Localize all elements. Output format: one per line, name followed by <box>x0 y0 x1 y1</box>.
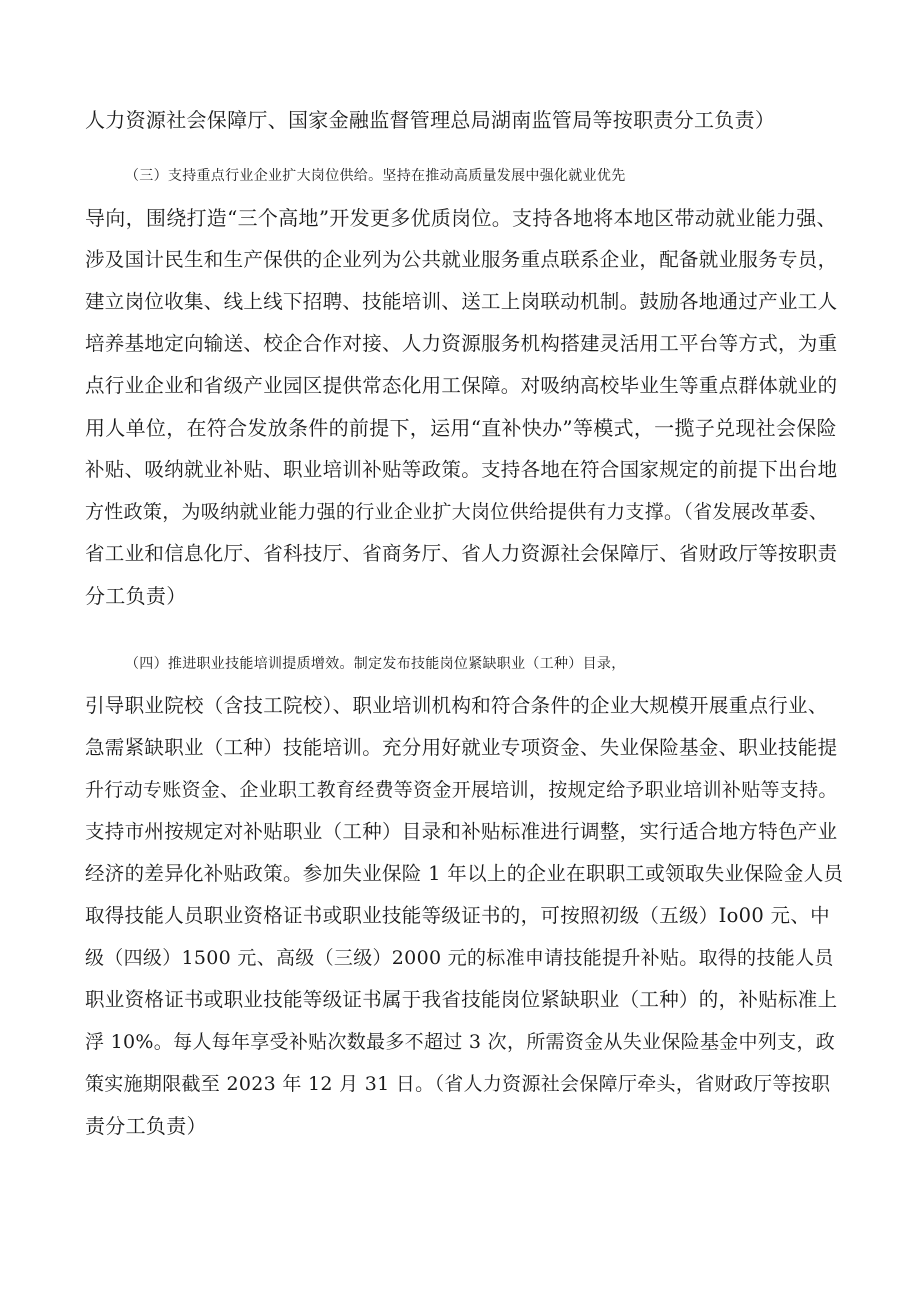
text-line: 升行动专账资金、企业职工教育经费等资金开展培训，按规定给予职业培训补贴等支持。 <box>85 779 838 801</box>
text-line: 分工负责） <box>85 584 187 608</box>
text-line: 方性政策，为吸纳就业能力强的行业企业扩大岗位供给提供有力支撑。（省发展改革委、 <box>85 501 829 523</box>
text-line: 人力资源社会保障厅、国家金融监督管理总局湖南监管局等按职责分工负责） <box>85 108 776 132</box>
text-line: 支持市州按规定对补贴职业（工种）目录和补贴标准进行调整，实行适合地方特色产业 <box>85 820 838 843</box>
text-line: 职业资格证书或职业技能等级证书属于我省技能岗位紧缺职业（工种）的，补贴标准上 <box>85 988 838 1011</box>
text-line: 用人单位，在符合发放条件的前提下，运用“直补快办”等模式，一揽子兑现社会保险 <box>85 416 837 440</box>
text-line: 培养基地定向输送、校企合作对接、人力资源服务机构搭建灵活用工平台等方式，为重 <box>85 332 838 355</box>
text-line: 浮 10%。每人每年享受补贴次数最多不超过 3 次，所需资金从失业保险基金中列支，政 <box>85 1031 836 1053</box>
text-line: 取得技能人员职业资格证书或职业技能等级证书的，可按照初级（五级）Io00 元、中 <box>85 904 830 927</box>
text-line: 建立岗位收集、线上线下招聘、技能培训、送工上岗联动机制。鼓励各地通过产业工人 <box>85 290 838 313</box>
text-line: 省工业和信息化厅、省科技厅、省商务厅、省人力资源社会保障厅、省财政厅等按职责 <box>85 542 838 565</box>
text-line: 补贴、吸纳就业补贴、职业培训补贴等政策。支持各地在符合国家规定的前提下出台地 <box>85 458 838 481</box>
text-line: 急需紧缺职业（工种）技能培训。充分用好就业专项资金、失业保险基金、职业技能提 <box>85 736 838 759</box>
text-line: 责分工负责） <box>85 1114 207 1138</box>
text-line: 引导职业院校（含技工院校）、职业培训机构和符合条件的企业大规模开展重点行业、 <box>85 694 828 717</box>
paragraph-heading-line: （四）推进职业技能培训提质增效。制定发布技能岗位紧缺职业（工种）目录， <box>125 656 626 672</box>
text-line: 导向，围绕打造“三个高地”开发更多优质岗位。支持各地将本地区带动就业能力强、 <box>85 206 837 230</box>
text-line: 涉及国计民生和生产保供的企业列为公共就业服务重点联系企业，配备就业服务专员， <box>85 248 838 271</box>
text-line: 经济的差异化补贴政策。参加失业保险 1 年以上的企业在职职工或领取失业保险金人员 <box>85 862 844 885</box>
text-line: 级（四级）1500 元、高级（三级）2000 元的标准申请技能提升补贴。取得的技能人员 <box>85 947 834 969</box>
text-line: 点行业企业和省级产业园区提供常态化用工保障。对吸纳高校毕业生等重点群体就业的 <box>85 374 838 397</box>
text-line: 策实施期限截至 2023 年 12 月 31 日。（省人力资源社会保障厅牵头，省财政厅等按职 <box>85 1073 831 1095</box>
paragraph-heading-line: （三）支持重点行业企业扩大岗位供给。坚持在推动高质量发展中强化就业优先 <box>125 168 626 184</box>
